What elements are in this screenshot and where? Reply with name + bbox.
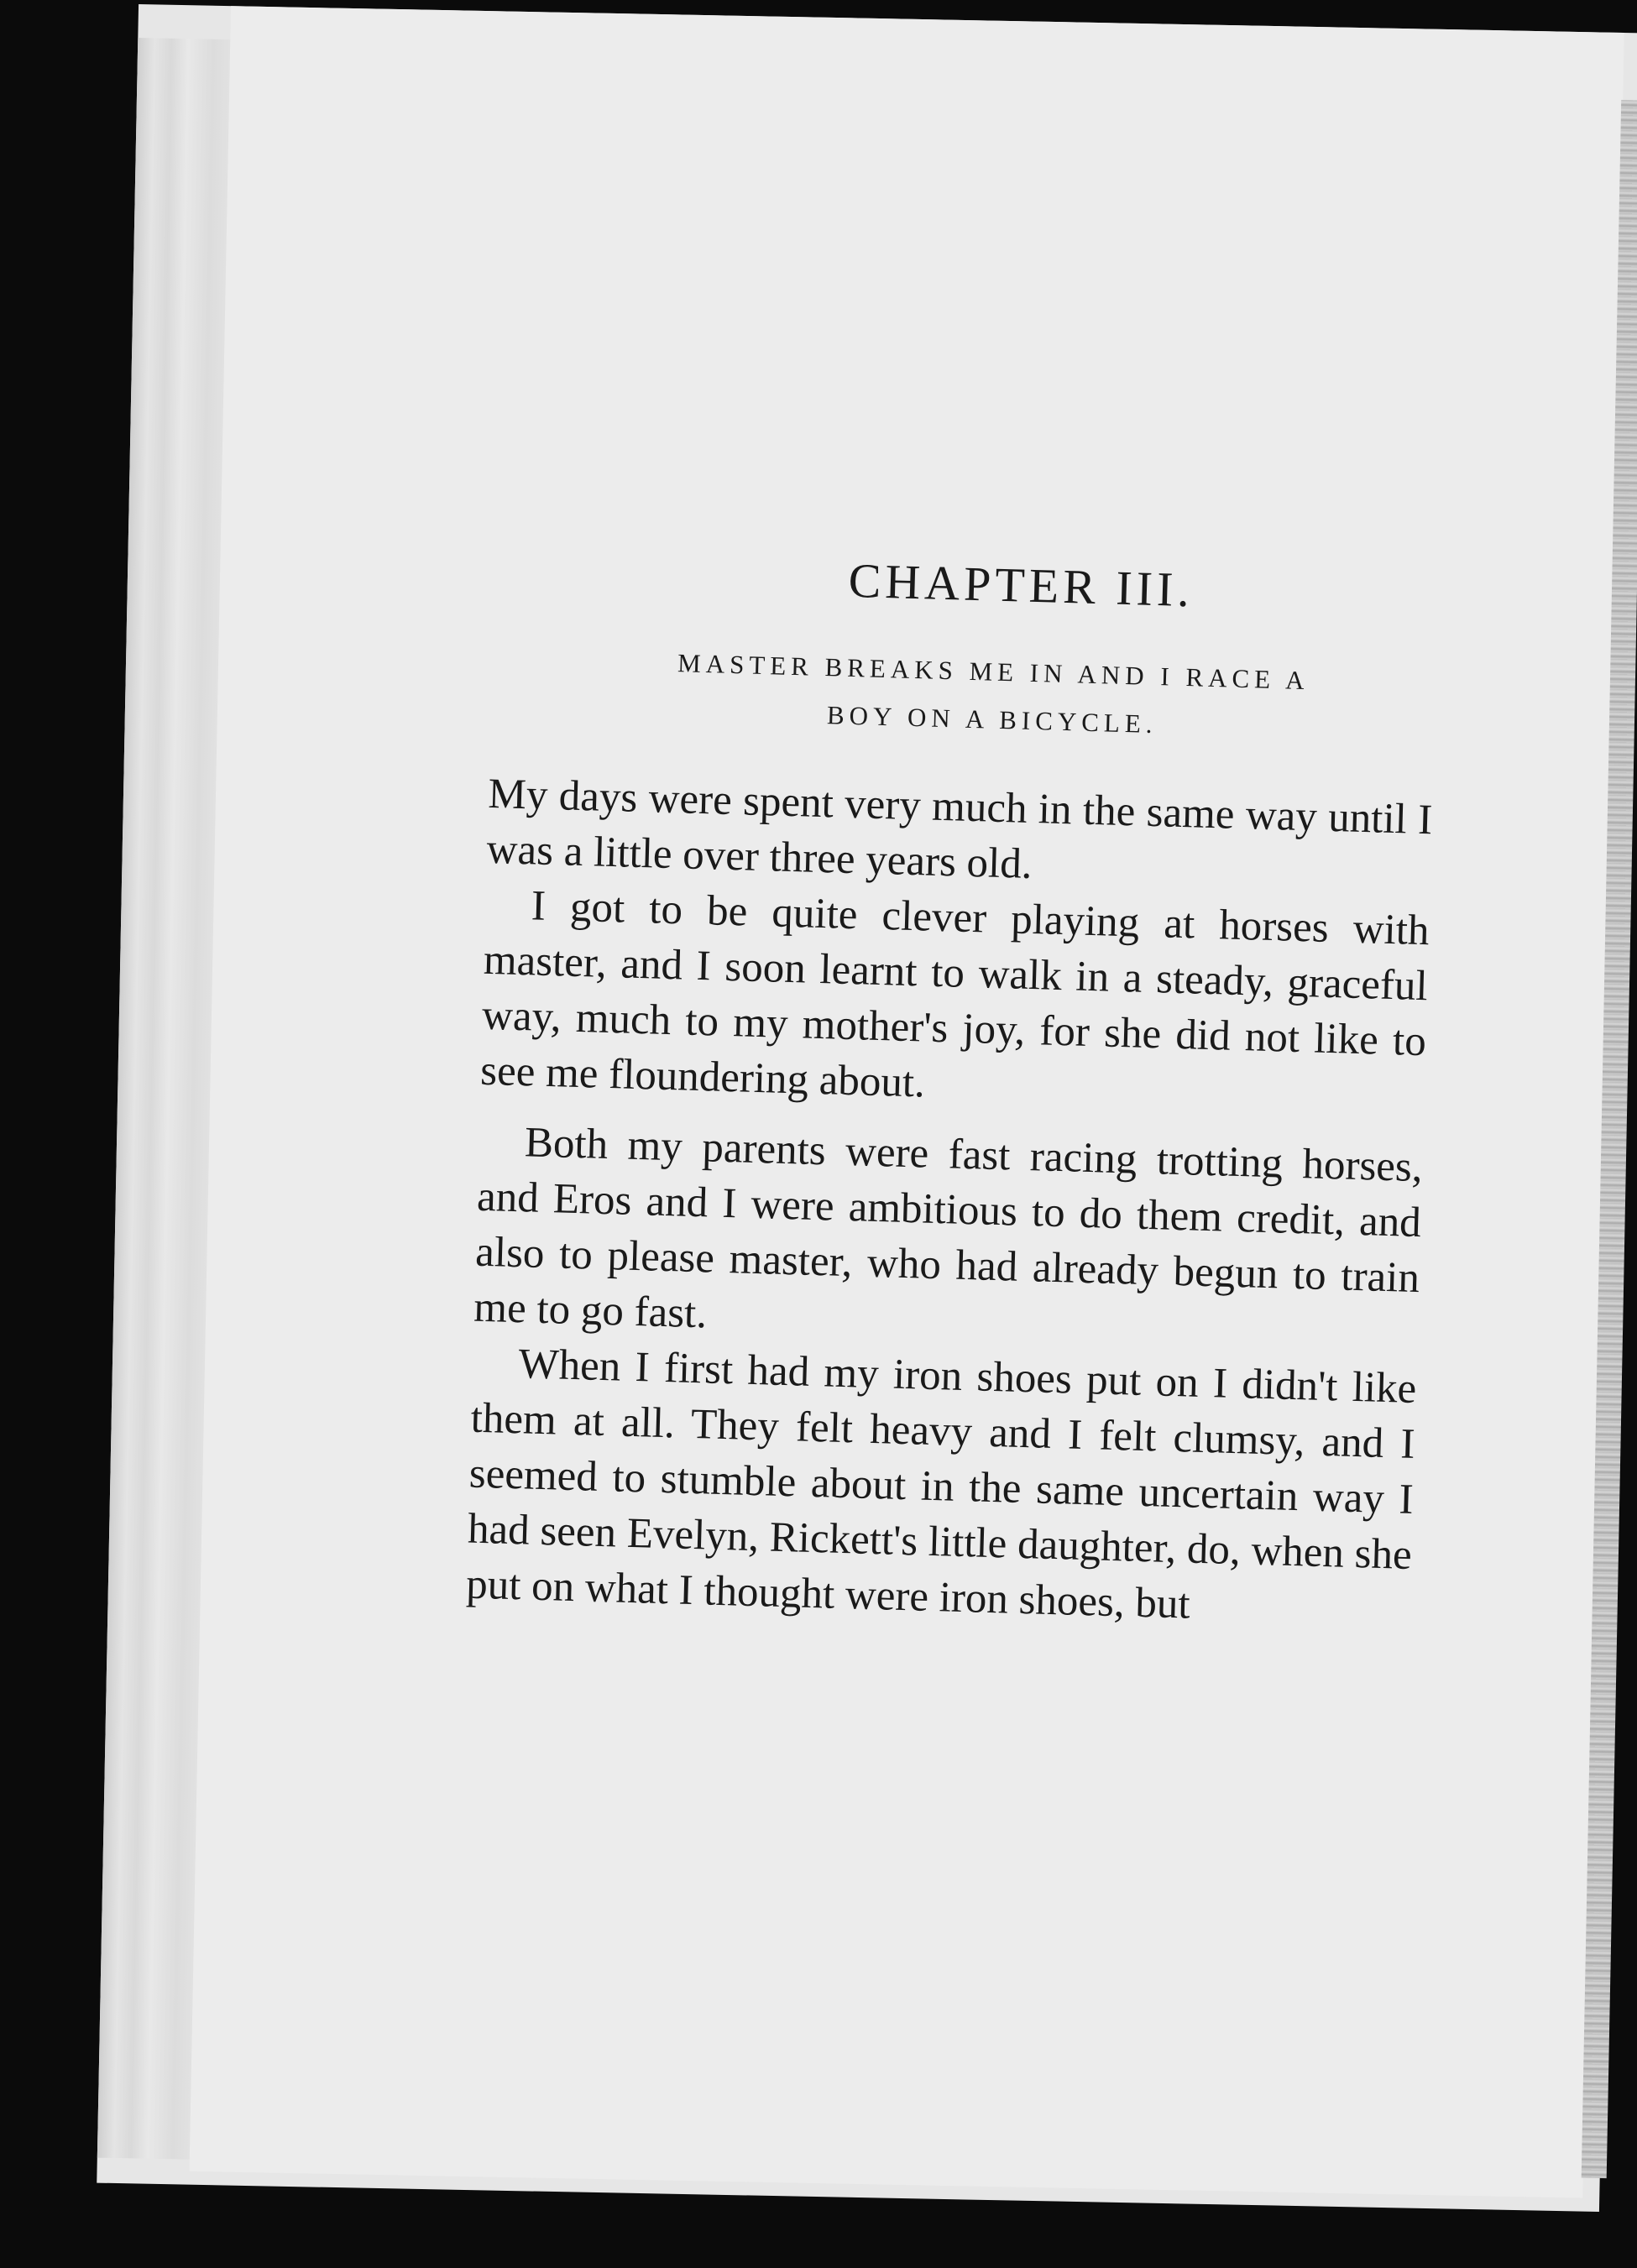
paragraph: Both my parents were fast racing trotting horses, and Eros and I were ambitious to do them credit, and also to please master, who had already begun to train me to go fast. <box>473 1119 1424 1338</box>
chapter-subtitle-line: BOY ON A BICYCLE. <box>826 700 1158 739</box>
paragraph: My days were spent very much in the same way until I was a little over three years old. <box>485 771 1433 889</box>
chapter-subtitle <box>490 634 1437 756</box>
paragraph: I got to be quite clever playing at horses with master, and I soon learnt to walk in a steady, graceful way, much to my mother's joy, for she did not like to see me floundering about. <box>479 882 1430 1107</box>
paragraph: When I first had my iron shoes put on I didn't like them at all. They felt heavy and I felt clumsy, and I seemed to stumble about in the same uncertain way I had seen Evelyn, Rickett's little daughter, do, when she put on what I thought were iron shoes, but <box>465 1340 1417 1628</box>
chapter-title: CHAPTER III. <box>847 552 1195 618</box>
chapter-subtitle-line: MASTER BREAKS ME IN AND I RACE A <box>677 647 1310 695</box>
page-text <box>465 541 1439 1638</box>
